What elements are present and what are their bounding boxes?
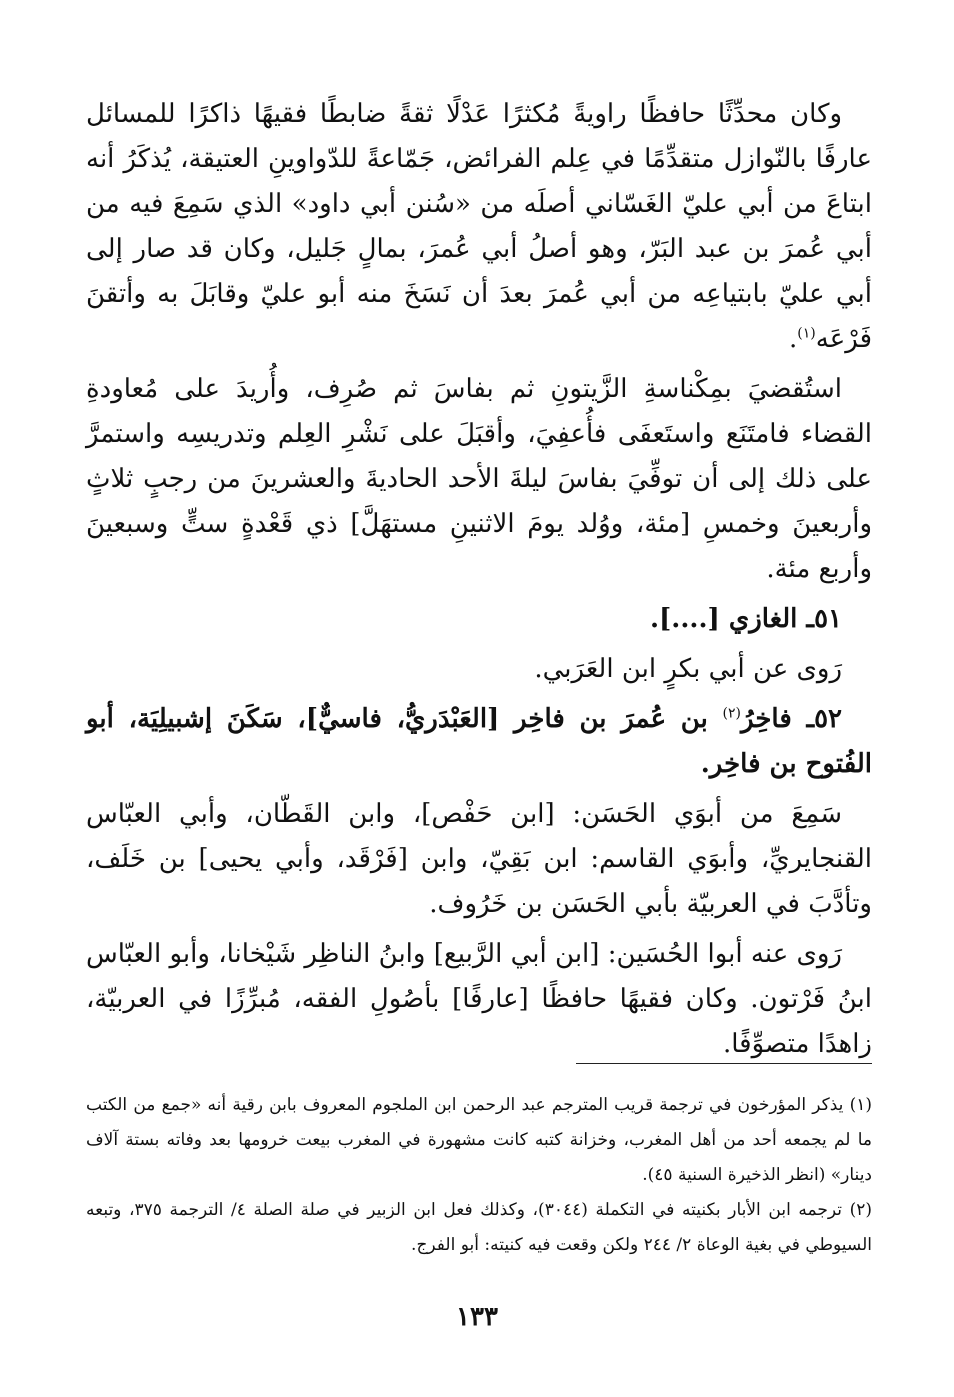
entry-52-name: ٥٢ـ فاخِرُ <box>740 704 842 734</box>
paragraph-1 <box>86 92 872 362</box>
footnote-2: (٢) ترجمه ابن الأبار بكنيته في التكملة (٣٠٤٤)، وكذلك فعل ابن الزبير في صلة الصلة ٤/ الترجمة ٣٧٥، وتبعه السيوطي في بغية الوعاة ٢/ ٢٤٤ ولكن وقعت فيه كنيته: أبو الفرج. <box>86 1200 873 1255</box>
paragraph-4: سَمِعَ من أبوَي الحَسَن: [ابن حَفْص]، وابن القَطّان، وأبي العبّاس القنجايريِّ، وأبوَي القاسم: ابن بَقِيّ، وابن [فَرْقَد، وأبي يحيى] بن خَلَف، وتأدَّبَ في العربيّة بأبي الحَسَن بن خَرُوف. <box>86 799 872 919</box>
page-number: ١٣٣ <box>456 1302 498 1332</box>
footnote-ref-1: (١) <box>797 325 816 342</box>
footnotes <box>86 1088 872 1263</box>
paragraph-2: استُقضيَ بمِكْناسةِ الزَّيتونِ ثم بفاسَ ثم صُرِف، وأُريدَ على مُعاودةِ القضاء فامتَنَع واستَعفَى فأُعفِيَ، وأقبَلَ على نَشْرِ العِلم وتدريسِه واستمرَّ على ذلك إلى أن توفِّيَ بفاسَ ليلةَ الأحد الحاديةَ والعشرينَ من رجبٍ ثلاثٍ وأربعينَ وخمسِ [مئة، ووُلد يومَ الاثنينِ مستهَلَّ] ذي قَعْدةٍ ستٍّ وسبعينَ وأربع مئة. <box>86 374 872 584</box>
footnote-divider <box>576 1063 872 1064</box>
entry-52-heading <box>86 697 872 787</box>
entry-51-heading: ٥١ـ الغازي [....]. <box>649 604 842 634</box>
paragraph-3: رَوى عن أبي بكرٍ ابن العَرَبي. <box>534 654 842 684</box>
main-text <box>86 92 872 1072</box>
paragraph-1-end: . <box>789 324 798 354</box>
footnote-ref-2: (٢) <box>722 705 741 722</box>
footnote-1: (١) يذكر المؤرخون في ترجمة قريب المترجم عبد الرحمن ابن الملجوم المعروف بابن رقية أنه «جمع من الكتب ما لم يجمعه أحد من أهل المغرب، وخزانة كتبه كانت مشهورة في المغرب بيعت خرومها بعد وفاته بستة آلاف دينار» (انظر الذخيرة السنية ٤٥). <box>86 1095 872 1185</box>
paragraph-1-text: وكان محدِّثًا حافظًا راويةً مُكثرًا عَدْلًا ثقةً ضابطًا فقيهًا ذاكرًا للمسائل عارفًا بالنّوازل متقدِّمًا في عِلم الفرائض، جَمّاعةً للدّواوينِ العتيقة، يُذكَرُ أنه ابتاعَ من أبي عليّ الغَسّاني أصلَه من «سُنن أبي داود» الذي سَمِعَ فيه من أبي عُمرَ بن عبد البَرّ، وهو أصلُ أبي عُمرَ، بمالٍ جَليل، وكان قد صار إلى أبي عليّ بابتياعِه من أبي عُمرَ بعدَ أن نَسَخَ منه أبو عليّ وقابَلَ به وأتقنَ فَرْعَه <box>86 99 872 354</box>
paragraph-5: رَوى عنه أبوا الحُسَين: [ابن أبي الرَّبيع] وابنُ الناظِر شَيْخانا، وأبو العبّاس ابنُ فَرْتون. وكان فقيهًا حافظًا [عارفًا] بأصُولِ الفقه، مُبرِّزًا في العربيّة، زاهدًا متصوِّفًا. <box>86 939 872 1059</box>
entry-52-rest: بن عُمرَ بن فاخِر [العَبْدَريُّ، فاسيٌّ]، سَكَنَ إشبيلِيَة، أبو الفُتوح بن فاخِر. <box>86 704 872 779</box>
